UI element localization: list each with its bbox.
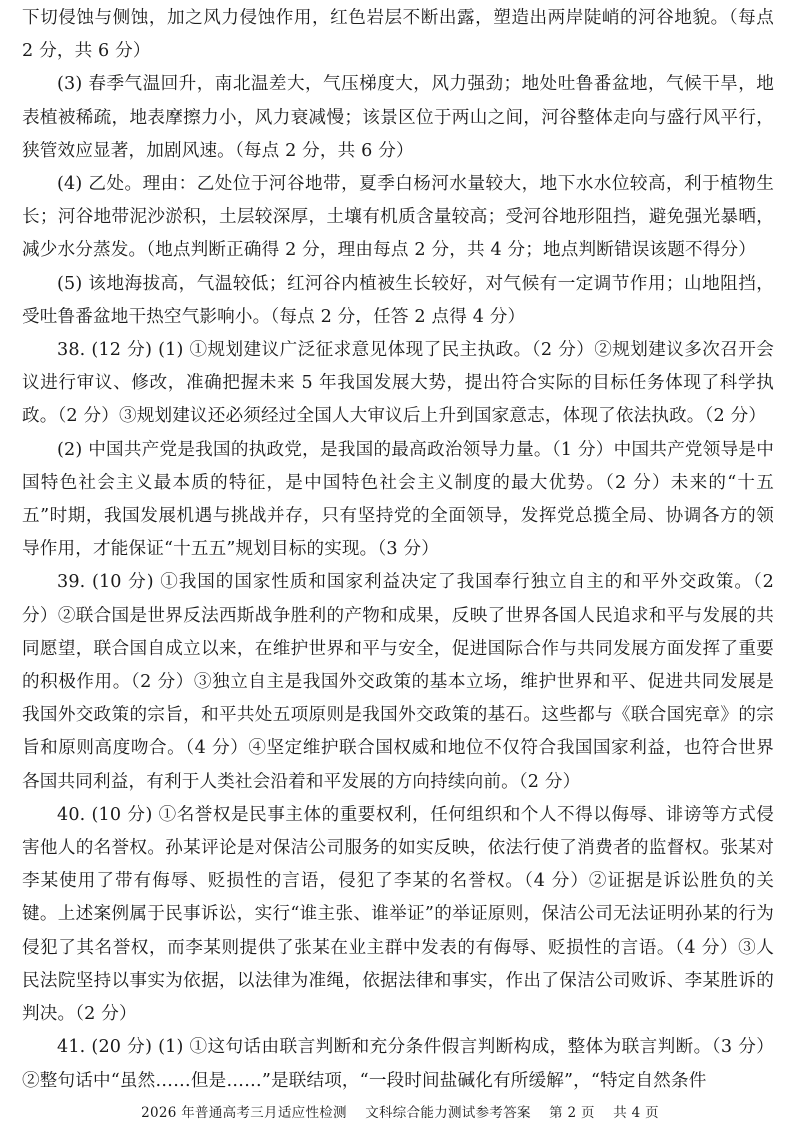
page-footer: 2026 年普通高考三月适应性检测 文科综合能力测试参考答案 第 2 页 共 4 页 [141, 1105, 659, 1121]
paragraph-q39: 39. (10 分) ①我国的国家性质和国家利益决定了我国奉行独立自主的和平外交政策。（2 分）②联合国是世界反法西斯战争胜利的产物和成果，反映了世界各国人民追求和平与发展的共同愿望，联合国自成立以来，在维护世界和平与安全，促进国际合作与共同发展方面发挥了重要的积极作用。（2 分）③独立自主是我国外交政策的基本立场，维护世界和平、促进共同发展是我国外交政策的宗旨，和平共处五项原则是我国外交政策的基石。这些都与《联合国宪章》的宗旨和原则高度吻合。（4 分）④坚定维护联合国权威和地位不仅符合我国国家利益，也符合世界各国共同利益，有利于人类社会沿着和平发展的方向持续向前。（2 分） [22, 572, 774, 792]
paragraph-geo-5: (5) 该地海拔高，气温较低；红河谷内植被生长较好，对气候有一定调节作用；山地阻挡，受吐鲁番盆地干热空气影响小。（每点 2 分，任答 2 点得 4 分） [22, 273, 774, 327]
paragraph-geo-3: (3) 春季气温回升，南北温差大，气压梯度大，风力强劲；地处吐鲁番盆地，气候干旱，地表植被稀疏，地表摩擦力小，风力衰减慢；该景区位于两山之间，河谷整体走向与盛行风平行，狭管效应显著，加剧风速。（每点 2 分，共 6 分） [22, 74, 774, 161]
paragraph-geo-2-continued: 下切侵蚀与侧蚀，加之风力侵蚀作用，红色岩层不断出露，塑造出两岸陡峭的河谷地貌。（每点 2 分，共 6 分） [22, 8, 774, 62]
paragraph-q40: 40. (10 分) ①名誉权是民事主体的重要权利，任何组织和个人不得以侮辱、诽谤等方式侵害他人的名誉权。孙某评论是对保洁公司服务的如实反映，依法行使了消费者的监督权。张某对李某使用了带有侮辱、贬损性的言语，侵犯了李某的名誉权。（4 分）②证据是诉讼胜负的关键。上述案例属于民事诉讼，实行“谁主张、谁举证”的举证原则，保洁公司无法证明孙某的行为侵犯了其名誉权，而李某则提供了张某在业主群中发表的有侮辱、贬损性的言语。（4 分）③人民法院坚持以事实为依据，以法律为准绳，依据法律和事实，作出了保洁公司败诉、李某胜诉的判决。（2 分） [22, 804, 774, 1025]
paragraph-q38-2: (2) 中国共产党是我国的执政党，是我国的最高政治领导力量。（1 分）中国共产党领导是中国特色社会主义最本质的特征，是中国特色社会主义制度的最大优势。（2 分）未来的“十五五”时期，我国发展机遇与挑战并存，只有坚持党的全面领导，发挥党总揽全局、协调各方的领导作用，才能保证“十五五”规划目标的实现。（3 分） [22, 439, 774, 560]
paragraph-geo-4: (4) 乙处。理由：乙处位于河谷地带，夏季白杨河水量较大，地下水水位较高，利于植物生长；河谷地带泥沙淤积，土层较深厚，土壤有机质含量较高；受河谷地形阻挡，避免强光暴晒，减少水分蒸发。（地点判断正确得 2 分，理由每点 2 分，共 4 分；地点判断错误该题不得分） [22, 174, 774, 261]
paragraph-q38-1: 38. (12 分) (1) ①规划建议广泛征求意见体现了民主执政。（2 分）②规划建议多次召开会议进行审议、修改，准确把握未来 5 年我国发展大势，提出符合实际的目标任务体现了科学执政。（2 分）③规划建议还必须经过全国人大审议后上升到国家意志，体现了依法执政。（2 分） [22, 340, 774, 427]
paragraph-q41-1: 41. (20 分) (1) ①这句话由联言判断和充分条件假言判断构成，整体为联言判断。（3 分）②整句话中“虽然……但是……”是联结项，“一段时间盐碱化有所缓解”，“特定自然条件 [22, 1037, 774, 1091]
